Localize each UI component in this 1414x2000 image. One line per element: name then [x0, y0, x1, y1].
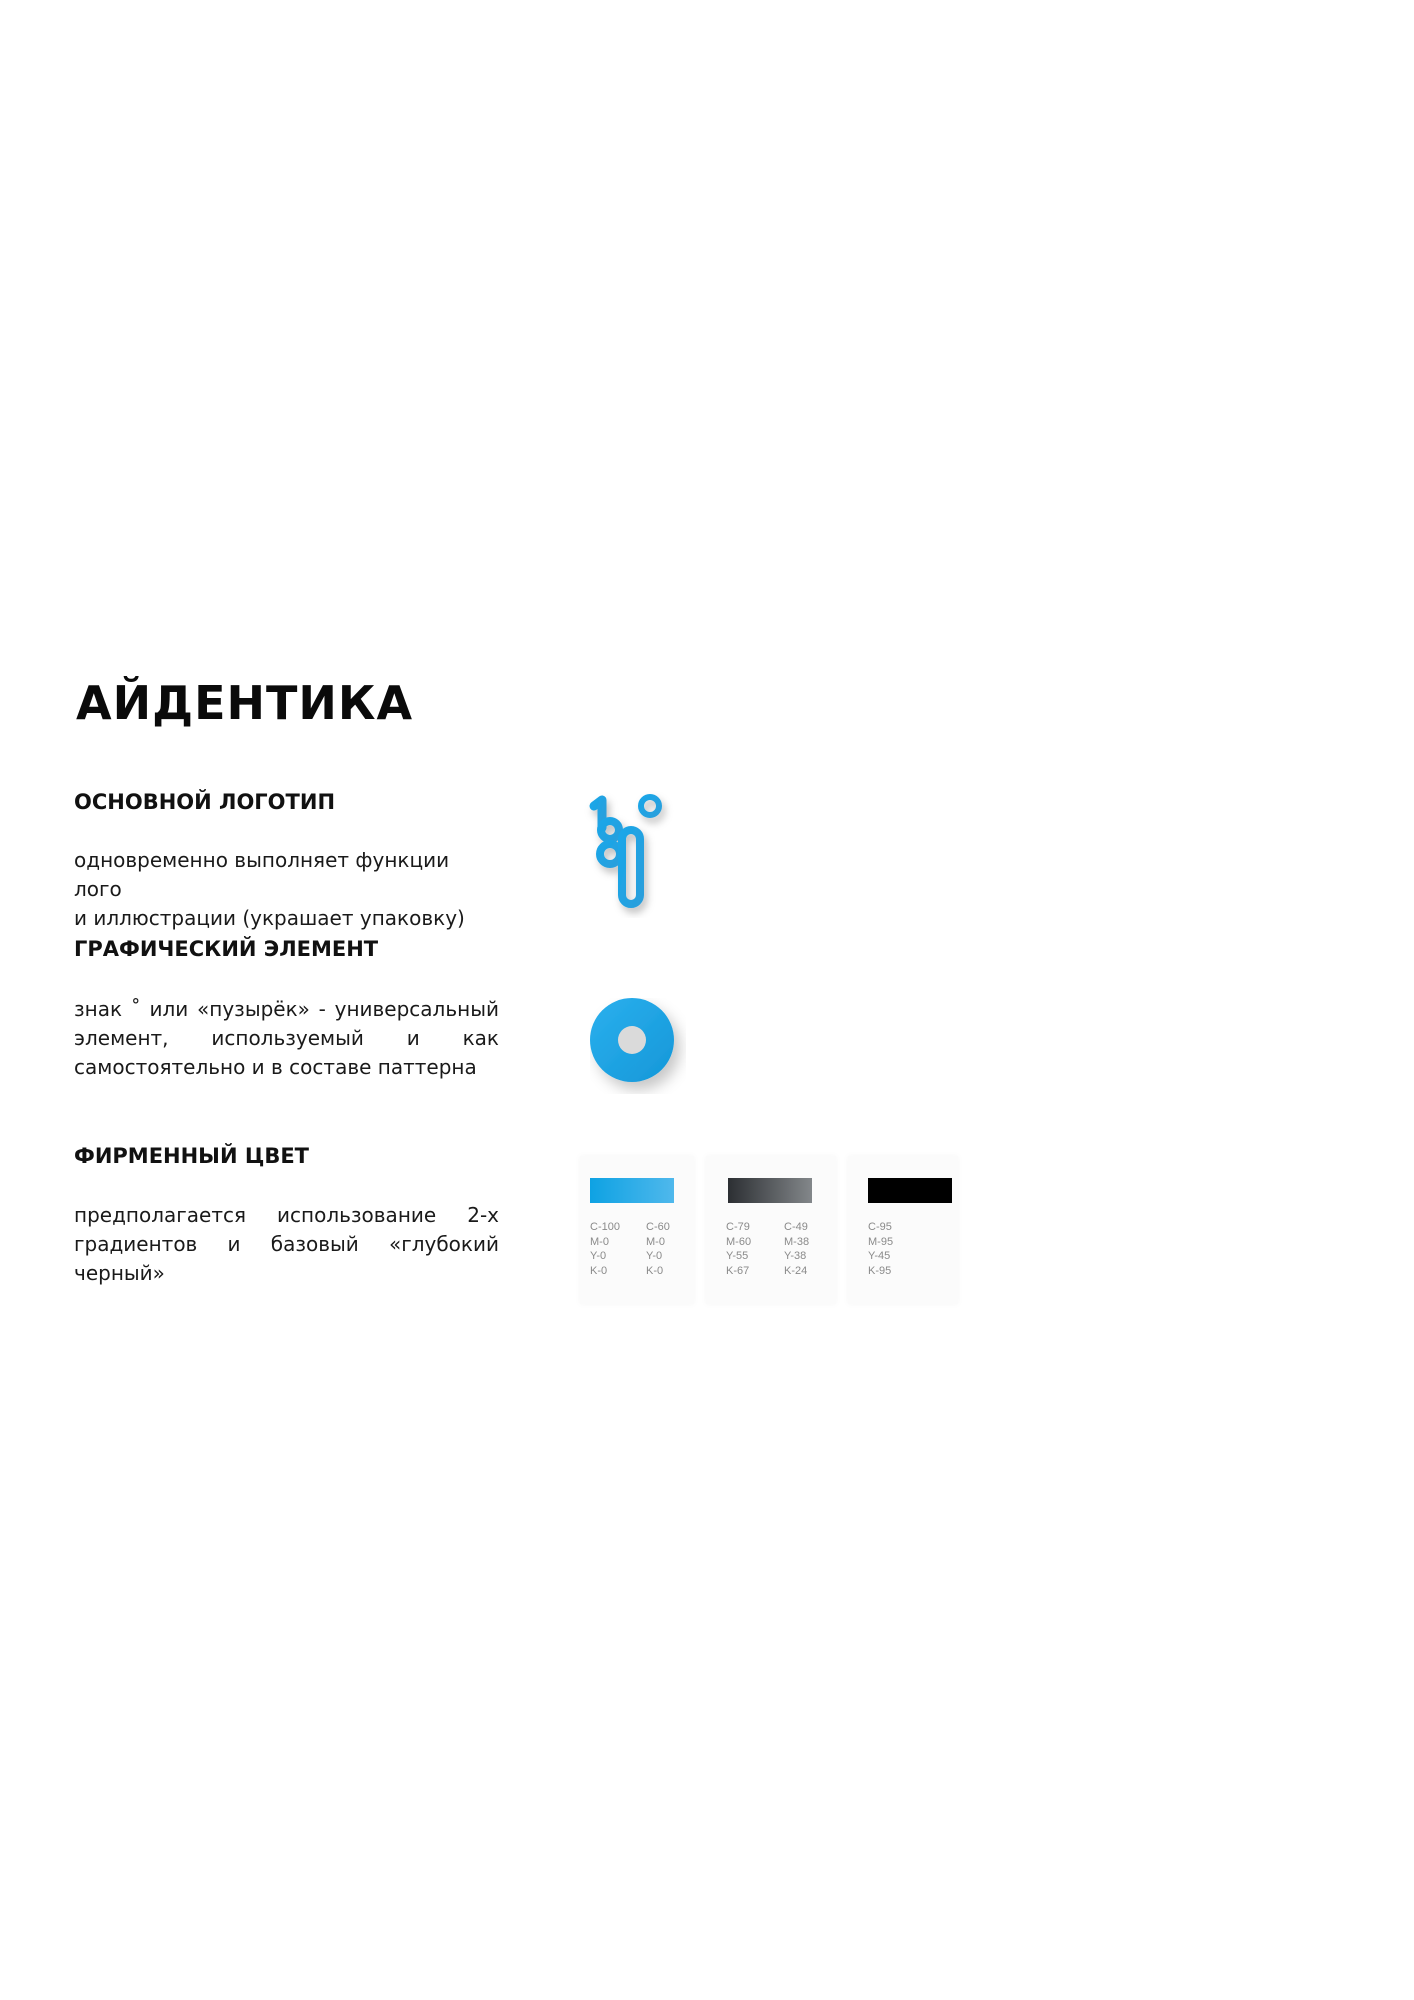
graphic-section-text: знак ˚ или «пузырёк» - универсальный элемент, используемый и как самостоятельно и в составе паттерна [74, 997, 499, 1079]
bubble-element [590, 998, 680, 1088]
cmyk-value: K-95 [868, 1264, 892, 1277]
cmyk-column [784, 1220, 809, 1278]
cmyk-value: K-24 [784, 1264, 808, 1277]
cmyk-column [646, 1220, 670, 1278]
page-title: АЙДЕНТИКА [76, 676, 414, 730]
swatch-blue-gradient [580, 1156, 694, 1304]
logo-text-line-2: и иллюстрации (украшает упаковку) [74, 906, 465, 930]
logo-section-heading: ОСНОВНОЙ ЛОГОТИП [74, 790, 336, 814]
cmyk-value: M-60 [726, 1235, 752, 1248]
color-section-heading: ФИРМЕННЫЙ ЦВЕТ [74, 1144, 309, 1168]
logo-180-degree [584, 788, 684, 918]
cmyk-value: Y-0 [646, 1250, 663, 1262]
cmyk-value: C-95 [868, 1221, 892, 1233]
cmyk-value: Y-0 [590, 1250, 607, 1262]
color-section-text: предполагается использование 2-х градиентов и базовый «глубокий черный» [74, 1203, 499, 1285]
cmyk-column [726, 1220, 751, 1278]
graphic-section-heading: ГРАФИЧЕСКИЙ ЭЛЕМЕНТ [74, 937, 379, 961]
bubble-icon [590, 998, 686, 1094]
cmyk-value: C-49 [784, 1221, 808, 1233]
cmyk-value: K-0 [646, 1264, 664, 1277]
swatch-bar [868, 1178, 952, 1203]
swatch-bar [728, 1178, 812, 1203]
cmyk-value: Y-55 [726, 1250, 749, 1262]
cmyk-value: Y-38 [784, 1250, 807, 1262]
cmyk-column [868, 1220, 893, 1278]
cmyk-column [590, 1220, 620, 1278]
cmyk-value: M-0 [646, 1235, 665, 1248]
swatch-gray-gradient [706, 1156, 836, 1304]
cmyk-value: K-0 [590, 1264, 608, 1277]
logo-180-icon [584, 788, 684, 918]
swatch-deep-black [848, 1156, 958, 1304]
logo-section-text [74, 846, 499, 933]
cmyk-value: C-79 [726, 1221, 750, 1233]
swatch-bar [590, 1178, 674, 1203]
cmyk-value: M-38 [784, 1235, 810, 1248]
logo-text-line-1: одновременно выполняет функции лого [74, 848, 450, 901]
cmyk-value: K-67 [726, 1264, 750, 1277]
cmyk-value: M-0 [590, 1235, 609, 1248]
cmyk-value: C-100 [590, 1221, 620, 1233]
cmyk-value: Y-45 [868, 1250, 891, 1262]
cmyk-value: C-60 [646, 1221, 670, 1233]
cmyk-value: M-95 [868, 1235, 894, 1248]
